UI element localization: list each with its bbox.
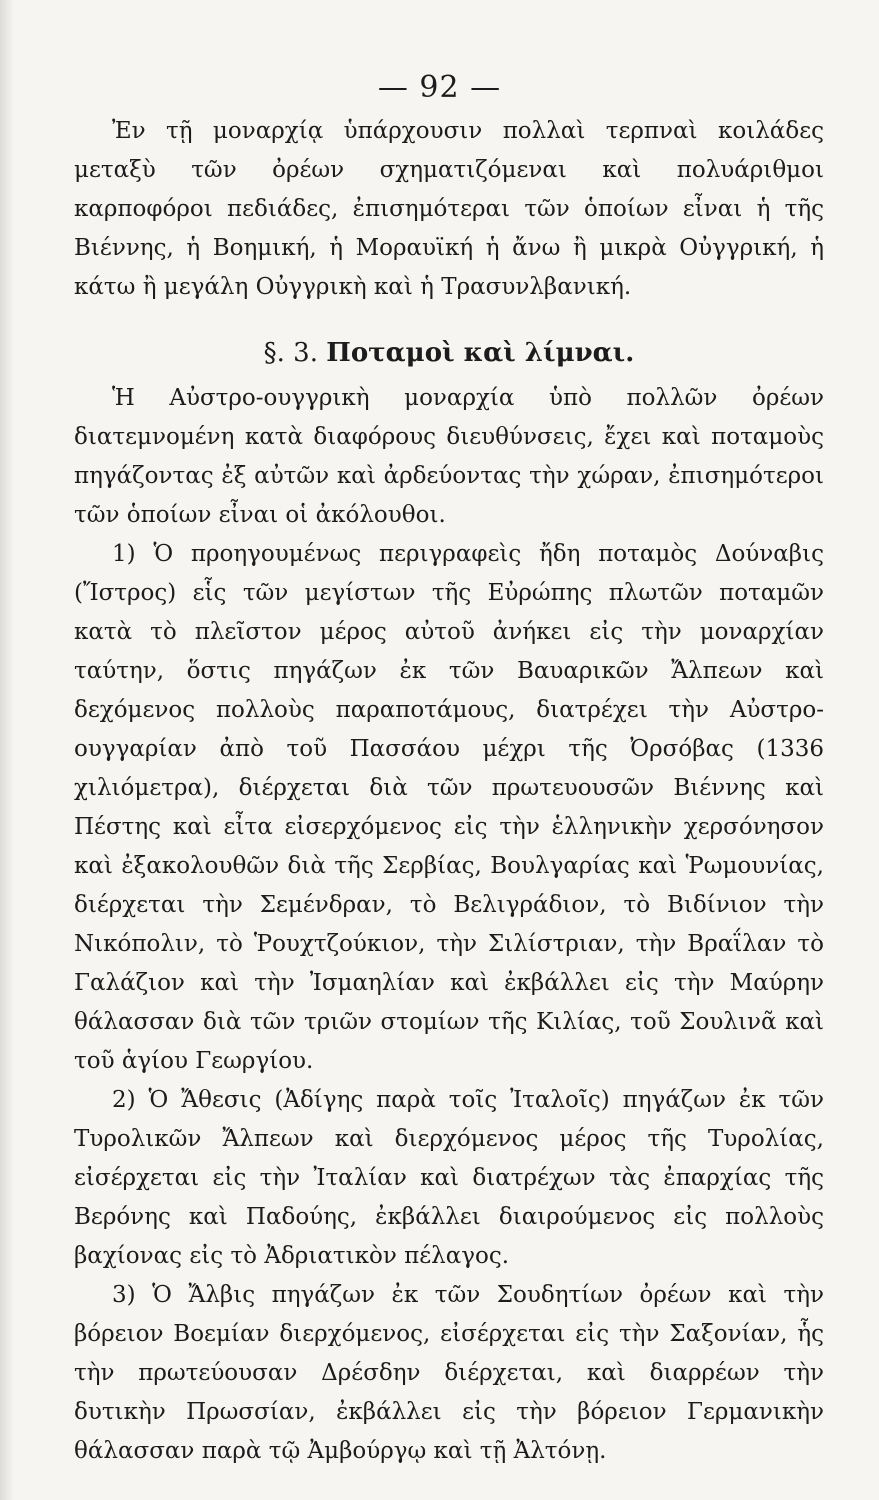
intro-paragraph: Ἐν τῇ μοναρχίᾳ ὑπάρχουσιν πολλαὶ τερπναὶ κοιλάδες μεταξὺ τῶν ὀρέων σχηματιζόμεναι καὶ πολυάριθμοι καρποφόροι πεδιάδες, ἐπισημότεραι τῶν ὁποίων εἶναι ἡ τῆς Βιέννης, ἡ Βοημική, ἡ Μοραυϊκή ἡ ἄνω ἢ μικρὰ Οὐγγρική, ἡ κάτω ἢ μεγάλη Οὐγγρικὴ καὶ ἡ Τρασυνλβανική. xyxy=(74,118,824,300)
section-number: §. 3. xyxy=(263,338,318,368)
section-heading xyxy=(74,333,824,373)
list-marker: 2) xyxy=(112,1087,136,1113)
list-marker: 1) xyxy=(112,541,136,567)
list-item-2 xyxy=(74,1081,824,1276)
list-marker: 3) xyxy=(112,1282,136,1308)
list-item-text: Ὁ Ἄλβις πηγάζων ἐκ τῶν Σουδητίων ὀρέων καὶ τὴν βόρειον Βοεμίαν διερχόμενος, εἰσέρχεται εἰς τὴν Σαξονίαν, ἧς τὴν πρωτεύουσαν Δρέσδην διέρχεται, καὶ διαρρέων τὴν δυτικὴν Πρωσσίαν, ἐκβάλλει εἰς τὴν βόρειον Γερμανικὴν θάλασσαν παρὰ τῷ Ἀμβούργῳ καὶ τῇ Ἀλτόνῃ. xyxy=(74,1282,825,1464)
body-text xyxy=(74,112,824,1471)
list-item-text: Ὁ προηγουμένως περιγραφεὶς ἤδη ποταμὸς Δούναβις (Ἴστρος) εἷς τῶν μεγίστων τῆς Εὐρώπης πλωτῶν ποταμῶν κατὰ τὸ πλεῖστον μέρος αὐτοῦ ἀνήκει εἰς τὴν μοναρχίαν ταύτην, ὅστις πηγάζων ἐκ τῶν Βαυαρικῶν Ἄλπεων καὶ δεχόμενος πολλοὺς παραποτάμους, διατρέχει τὴν Αὐστρο-ουγγαρίαν ἀπὸ τοῦ Πασσάου μέχρι τῆς Ὀρσόβας (1336 χιλιόμετρα), διέρχεται διὰ τῶν πρωτευουσῶν Βιέννης καὶ Πέστης καὶ εἶτα εἰσερχόμενος εἰς τὴν ἑλληνικὴν χερσόνησον καὶ ἐξακολουθῶν διὰ τῆς Σερβίας, Βουλγαρίας καὶ Ῥωμουνίας, διέρχεται τὴν Σεμένδραν, τὸ Βελιγράδιον, τὸ Βιδίνιον τὴν Νικόπολιν, τὸ Ῥουχτζούκιον, τὴν Σιλίστριαν, τὴν Βραΐλαν τὸ Γαλάζιον καὶ τὴν Ἰσμαηλίαν καὶ ἐκβάλλει εἰς τὴν Μαύρην θάλασσαν διὰ τῶν τριῶν στομίων τῆς Κιλίας, τοῦ Σουλινᾶ καὶ τοῦ ἁγίου Γεωργίου. xyxy=(74,541,824,1074)
list-item-3 xyxy=(74,1276,824,1471)
section-title: Ποταμοὶ καὶ λίμναι. xyxy=(326,338,635,368)
section-intro-paragraph: Ἡ Αὐστρο-ουγγρικὴ μοναρχία ὑπὸ πολλῶν ὀρέων διατεμνομένη κατὰ διαφόρους διευθύνσεις, ἔχει καὶ ποταμοὺς πηγάζοντας ἐξ αὐτῶν καὶ ἀρδεύοντας τὴν χώραν, ἐπισημότεροι τῶν ὁποίων εἶναι οἱ ἀκόλουθοι. xyxy=(74,385,824,528)
list-item-text: Ὁ Ἄθεσις (Ἀδίγης παρὰ τοῖς Ἰταλοῖς) πηγάζων ἐκ τῶν Τυρολικῶν Ἄλπεων καὶ διερχόμενος μέρος τῆς Τυρολίας, εἰσέρχεται εἰς τὴν Ἰταλίαν καὶ διατρέχων τὰς ἐπαρχίας τῆς Βερόνης καὶ Παδούης, ἐκβάλλει διαιρούμενος εἰς πολλοὺς βαχίονας εἰς τὸ Ἀδριατικὸν πέλαγος. xyxy=(74,1087,824,1269)
page-number: — 92 — xyxy=(377,70,502,105)
list-item-1 xyxy=(74,535,824,1081)
